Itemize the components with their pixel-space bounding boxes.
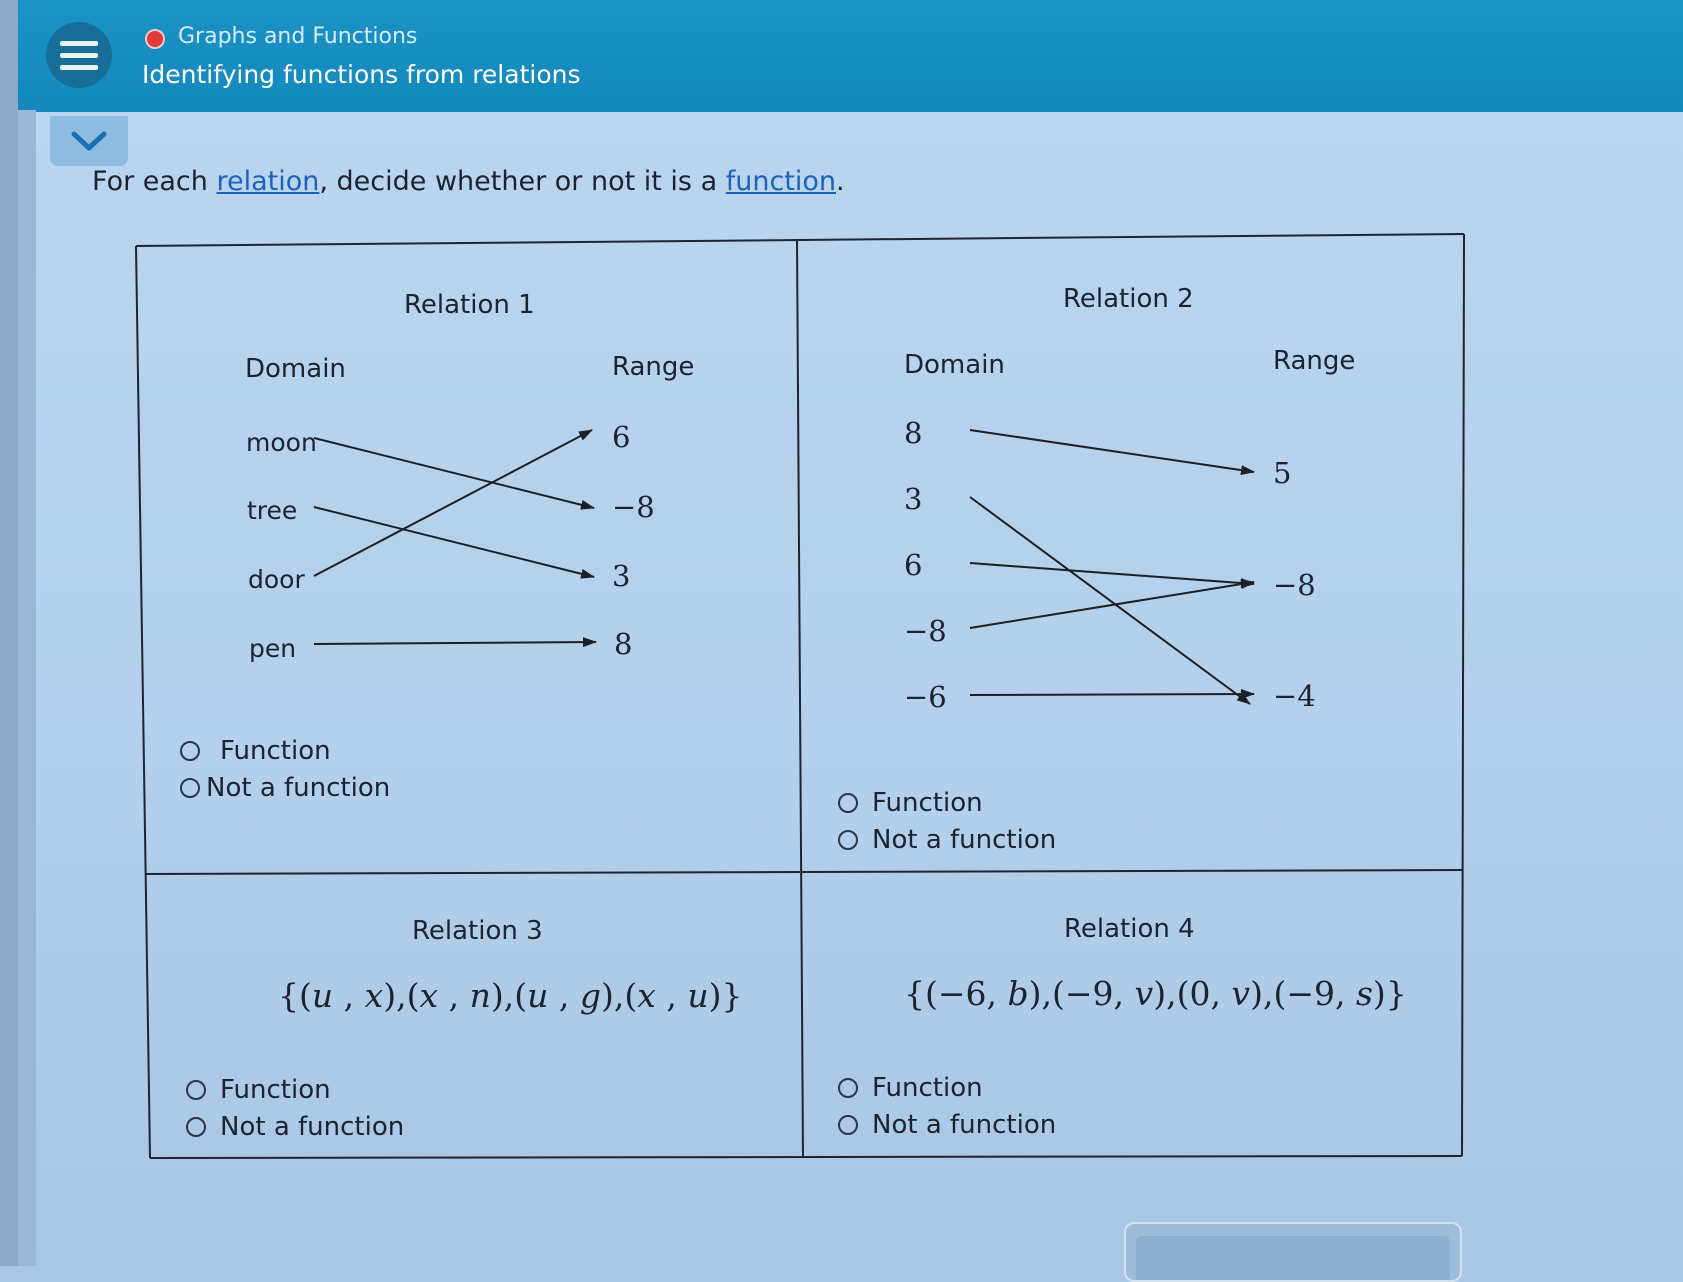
instructions-suffix: . — [836, 166, 845, 197]
arrow-pen — [314, 642, 596, 644]
relation2-title: Relation 2 — [1063, 284, 1194, 314]
relation3-function-option[interactable] — [186, 1075, 331, 1105]
pair-y: b — [1007, 974, 1029, 1013]
option-label: Not a function — [206, 773, 391, 803]
relation2-domain-item: 3 — [904, 482, 923, 516]
pair: (−6, b) — [925, 974, 1042, 1013]
pair: (u , x) — [299, 976, 397, 1015]
pair: (0, v) — [1176, 974, 1263, 1013]
relation2-range-item: −8 — [1273, 568, 1316, 602]
radio-icon[interactable] — [180, 741, 200, 761]
relation1-range-item: 3 — [612, 559, 631, 593]
page-title: Identifying functions from relations — [142, 60, 581, 89]
pair: (x , u) — [624, 976, 722, 1015]
relation1-range-item: 8 — [614, 627, 633, 661]
radio-icon[interactable] — [838, 1078, 858, 1098]
action-button[interactable] — [1124, 1222, 1462, 1282]
relation2-function-option[interactable] — [838, 788, 983, 818]
option-label: Not a function — [220, 1112, 405, 1142]
relation1-title: Relation 1 — [404, 290, 535, 320]
arrow-tree — [314, 507, 594, 577]
relation3-title: Relation 3 — [412, 916, 543, 946]
pair-y: v — [1231, 974, 1251, 1013]
relation1-range-item: −8 — [612, 490, 655, 524]
pair-x: −6 — [937, 974, 987, 1013]
pair-y: s — [1355, 974, 1373, 1013]
radio-icon[interactable] — [180, 778, 200, 798]
pair-y: n — [469, 976, 491, 1015]
option-label: Not a function — [872, 825, 1057, 855]
arrow-8 — [970, 430, 1254, 472]
relation1-domain-item: tree — [247, 496, 298, 525]
radio-icon[interactable] — [186, 1117, 206, 1137]
option-label: Function — [220, 736, 331, 766]
action-button-face — [1136, 1236, 1450, 1280]
pair-y: v — [1134, 974, 1154, 1013]
pair-x: −9 — [1286, 974, 1335, 1013]
arrow-moon — [314, 438, 594, 508]
pair-x: u — [527, 976, 549, 1015]
radio-icon[interactable] — [838, 793, 858, 813]
relation2-domain-item: −8 — [904, 614, 947, 648]
pair-x: x — [637, 976, 656, 1015]
arrow-neg8 — [970, 582, 1254, 628]
pair-y: g — [579, 976, 601, 1015]
relation1-domain-header: Domain — [245, 354, 346, 384]
pair-y: u — [687, 976, 709, 1015]
pair: (−9, s) — [1273, 974, 1386, 1013]
relation1-function-option[interactable] — [180, 736, 331, 766]
relation4-function-option[interactable] — [838, 1073, 983, 1103]
pair: (x , n) — [406, 976, 504, 1015]
option-label: Function — [872, 788, 983, 818]
relation4-set: {(−6, b),(−9, v),(0, v),(−9, s)} — [904, 974, 1407, 1013]
pair-y: x — [364, 976, 384, 1015]
relation1-range-item: 6 — [612, 420, 631, 454]
arrow-3 — [970, 497, 1250, 704]
pair-x: −9 — [1064, 974, 1114, 1013]
relation-link[interactable]: relation — [216, 166, 320, 197]
radio-icon[interactable] — [186, 1080, 206, 1100]
relation4-title: Relation 4 — [1064, 914, 1195, 944]
relation3-not-function-option[interactable] — [186, 1112, 404, 1142]
pair-x: x — [419, 976, 439, 1015]
relation1-arrows — [314, 430, 596, 644]
relation4-not-function-option[interactable] — [838, 1110, 1056, 1140]
option-label: Function — [220, 1075, 331, 1105]
pair: (u , g) — [514, 976, 614, 1015]
relation1-domain-item: pen — [249, 634, 297, 663]
arrow-6 — [970, 563, 1254, 584]
pair-x: 0 — [1189, 974, 1211, 1013]
relation2-domain-item: −6 — [904, 680, 947, 714]
arrow-neg6 — [970, 694, 1254, 695]
function-link[interactable]: function — [725, 166, 837, 197]
option-label: Not a function — [872, 1110, 1057, 1140]
relation2-not-function-option[interactable] — [838, 825, 1056, 855]
relation2-domain-item: 6 — [904, 548, 923, 582]
arrow-door — [314, 430, 592, 576]
relation3-set: {(u , x),(x , n),(u , g),(x , u)} — [278, 976, 743, 1015]
radio-icon[interactable] — [838, 1115, 858, 1135]
option-label: Function — [872, 1073, 983, 1103]
breadcrumb[interactable]: Graphs and Functions — [178, 24, 418, 49]
relation2-arrows — [970, 430, 1254, 704]
pair: (−9, v) — [1052, 974, 1167, 1013]
radio-icon[interactable] — [838, 830, 858, 850]
relation2-range-item: 5 — [1273, 456, 1292, 490]
relation1-range-header: Range — [612, 352, 695, 382]
relation2-range-item: −4 — [1273, 679, 1316, 713]
relation1-not-function-option[interactable] — [180, 773, 390, 803]
instructions-prefix: For each — [92, 166, 217, 197]
relation2-domain-header: Domain — [904, 350, 1005, 380]
relation1-domain-item: door — [248, 565, 305, 594]
instructions-middle: , decide whether or not it is a — [319, 166, 726, 197]
relation2-range-header: Range — [1273, 346, 1356, 376]
relation1-domain-item: moon — [246, 428, 317, 457]
relation2-domain-item: 8 — [904, 416, 923, 450]
pair-x: u — [311, 976, 334, 1015]
